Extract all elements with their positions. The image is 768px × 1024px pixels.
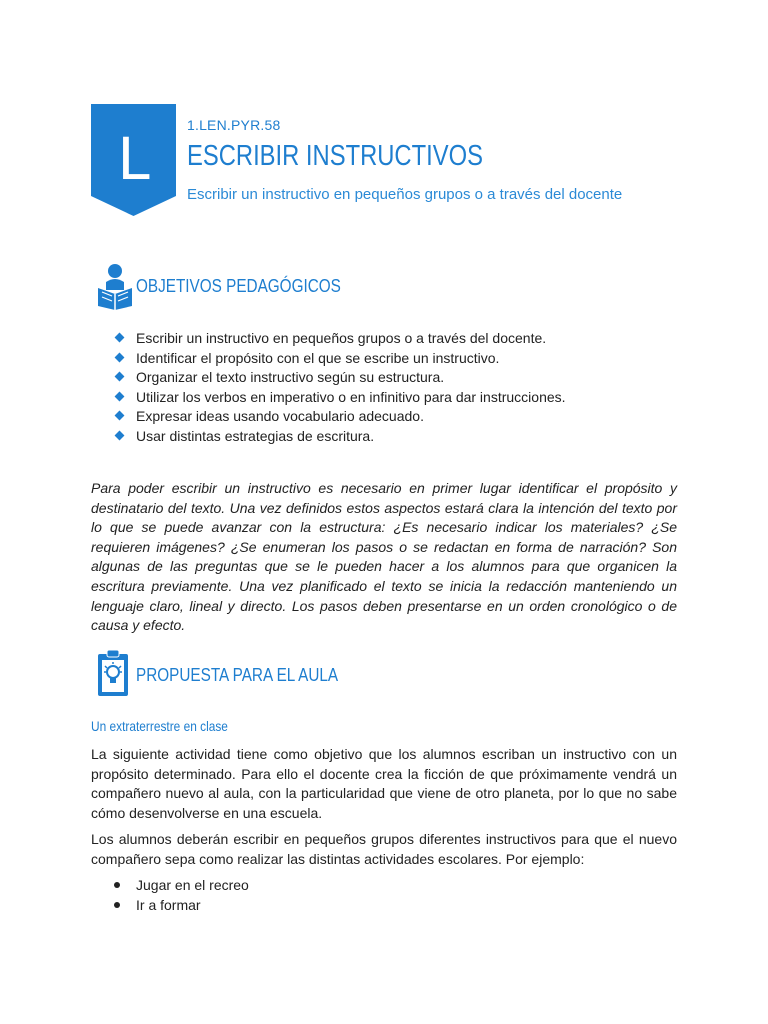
intro-paragraph: Para poder escribir un instructivo es necesario en primer lugar identificar el propósito y destinatario del texto. Una vez definidos estos aspectos estará clara la intención del texto por lo que se puede avanzar con la estructura: ¿Es necesario indicar los materiales? ¿Se requieren imágenes? ¿Se enumeran los pasos o se redactan en forma de narración? Son algunas de las preguntas que se le pueden hacer a los alumnos para que organicen la escritura previamente. Una vez planificado el texto se inicia la redacción manteniendo un lenguaje claro, lineal y directo. Los pasos deben presentarse en un orden cronológico o de causa y efecto.	[91, 480, 677, 634]
activity-paragraph-2: Los alumnos deberán escribir en pequeños grupos diferentes instructivos para que el nuevo compañero sepa como realizar las distintas actividades escolares. Por ejemplo:	[91, 831, 677, 867]
page-title: ESCRIBIR INSTRUCTIVOS	[187, 140, 483, 172]
diamond-bullet-icon	[115, 372, 125, 382]
lesson-badge	[91, 104, 176, 216]
objectives-section-header	[96, 262, 696, 312]
clipboard-lightbulb-icon	[96, 650, 134, 700]
proposal-section-header	[96, 650, 696, 700]
activity-paragraph-1: La siguiente actividad tiene como objetivo que los alumnos escriban un instructivo con un propósito determinado. Para ello el docente crea la ficción de que próximamente vendrá un compañero nuevo al aula, con la particularidad que viene de otro planeta, por lo que no sabe cómo desenvolverse en una escuela.	[91, 746, 677, 821]
lesson-code: 1.LEN.PYR.58	[187, 117, 281, 133]
examples-list	[114, 875, 249, 915]
list-item: Escribir un instructivo en pequeños grupos o a través del docente.	[114, 329, 566, 349]
diamond-bullet-icon	[115, 391, 125, 401]
list-item: Utilizar los verbos en imperativo o en infinitivo para dar instrucciones.	[114, 388, 566, 408]
proposal-title: PROPUESTA PARA EL AULA	[136, 665, 339, 685]
page-subtitle: Escribir un instructivo en pequeños grupos o a través del docente	[187, 186, 623, 203]
objectives-title: OBJETIVOS PEDAGÓGICOS	[136, 276, 341, 296]
list-item: Expresar ideas usando vocabulario adecuado.	[114, 407, 566, 427]
diamond-bullet-icon	[115, 430, 125, 440]
teacher-book-icon	[96, 262, 134, 312]
list-item: Ir a formar	[114, 895, 249, 915]
diamond-bullet-icon	[115, 333, 125, 343]
bullet-dot-icon	[114, 882, 120, 888]
activity-title: Un extraterrestre en clase	[91, 718, 228, 734]
badge-letter: L	[117, 125, 150, 193]
objectives-list	[114, 329, 566, 446]
list-item: Identificar el propósito con el que se escribe un instructivo.	[114, 349, 566, 369]
list-item: Jugar en el recreo	[114, 875, 249, 895]
list-item: Usar distintas estrategias de escritura.	[114, 427, 566, 447]
list-item: Organizar el texto instructivo según su estructura.	[114, 368, 566, 388]
diamond-bullet-icon	[115, 352, 125, 362]
lesson-header	[91, 104, 691, 219]
bullet-dot-icon	[114, 902, 120, 908]
diamond-bullet-icon	[115, 411, 125, 421]
